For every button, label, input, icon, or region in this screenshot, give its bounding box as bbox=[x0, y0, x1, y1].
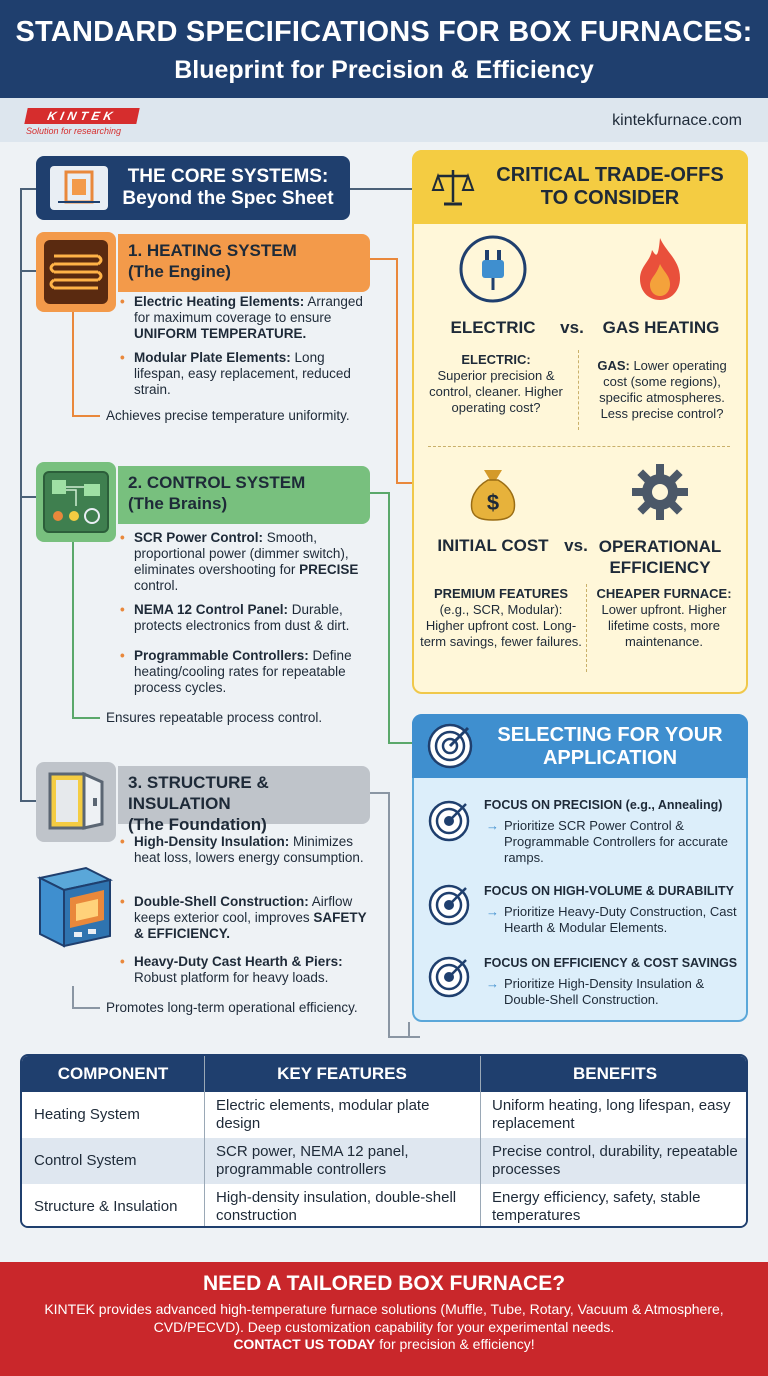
bullet-item bbox=[120, 648, 370, 696]
divider bbox=[428, 446, 730, 447]
target-icon bbox=[426, 722, 474, 770]
core-systems-title bbox=[36, 156, 350, 220]
footer-cta bbox=[0, 1262, 768, 1376]
structure-title: 3. STRUCTURE & INSULATION bbox=[128, 773, 269, 813]
bullet-bold: High-Density Insulation: bbox=[134, 834, 290, 849]
electric-text: Superior precision & control, cleaner. Higher operating cost? bbox=[429, 368, 563, 415]
control-system-title: 2. CONTROL SYSTEM bbox=[128, 473, 306, 492]
heating-system-subtitle: (The Engine) bbox=[128, 262, 231, 281]
gas-flame-icon bbox=[632, 234, 688, 304]
table-row bbox=[22, 1092, 748, 1138]
connector-line bbox=[72, 986, 74, 1008]
connector-line bbox=[388, 1036, 420, 1038]
bullet-item bbox=[120, 530, 370, 594]
connector-line bbox=[396, 482, 412, 484]
connector-line bbox=[72, 312, 74, 416]
bullet-text: Smooth, proportional power (dimmer switch), eliminates overshooting for bbox=[134, 530, 349, 577]
heating-system-title: 1. HEATING SYSTEM bbox=[128, 241, 297, 260]
bullet-text: Long lifespan, easy replacement, reduced strain. bbox=[134, 350, 351, 397]
footer-title: NEED A TAILORED BOX FURNACE? bbox=[202, 1272, 566, 1295]
bullet-text: Arranged for maximum coverage to ensure bbox=[134, 294, 363, 325]
gas-heating-label: GAS HEATING bbox=[602, 318, 720, 337]
selection-title: FOCUS ON PRECISION (e.g., Annealing) bbox=[484, 798, 723, 812]
vs-label: vs. bbox=[564, 536, 588, 555]
selection-description: → Prioritize Heavy-Duty Construction, Cast Hearth & Modular Elements. bbox=[484, 904, 740, 936]
contact-us-link[interactable]: CONTACT US TODAY bbox=[233, 1336, 376, 1352]
target-icon bbox=[428, 956, 470, 998]
operational-efficiency-label: OPERATIONAL EFFICIENCY bbox=[598, 537, 722, 577]
heating-element-icon bbox=[36, 232, 116, 312]
bullet-text: control. bbox=[134, 578, 179, 593]
connector-line bbox=[370, 492, 390, 494]
table-cell: Structure & Insulation bbox=[34, 1198, 178, 1215]
cheaper-furnace-description bbox=[590, 586, 738, 650]
bullet-item bbox=[120, 834, 370, 866]
bullet-bold: NEMA 12 Control Panel: bbox=[134, 602, 289, 617]
table-cell: Electric elements, modular plate design bbox=[216, 1097, 430, 1132]
structure-summary: Promotes long-term operational efficiency. bbox=[106, 1000, 358, 1015]
svg-text:$: $ bbox=[486, 490, 500, 515]
gas-head: GAS: bbox=[597, 358, 630, 373]
bullet-emphasis: SAFETY & EFFICIENCY. bbox=[134, 910, 367, 941]
bullet-bold: Heavy-Duty Cast Hearth & Piers: bbox=[134, 954, 343, 969]
connector-line bbox=[20, 270, 36, 272]
connector-line bbox=[20, 188, 36, 190]
table-header: COMPONENT bbox=[22, 1056, 204, 1092]
table-header: BENEFITS bbox=[480, 1056, 748, 1092]
bullet-item bbox=[120, 954, 370, 986]
cheaper-text: Lower upfront. Higher lifetime costs, more maintenance. bbox=[601, 602, 727, 649]
bullet-bold: Programmable Controllers: bbox=[134, 648, 309, 663]
electric-description bbox=[418, 352, 574, 416]
bullet-bold: Double-Shell Construction: bbox=[134, 894, 309, 909]
balance-scale-icon bbox=[430, 164, 476, 210]
premium-features-description bbox=[420, 586, 582, 650]
bullet-item bbox=[120, 894, 370, 942]
premium-text: (e.g., SCR, Modular): Higher upfront cost. Long-term savings, fewer failures. bbox=[420, 602, 582, 649]
gear-icon bbox=[630, 462, 690, 522]
table-cell: Uniform heating, long lifespan, easy replacement bbox=[492, 1097, 731, 1132]
table-cell: Precise control, durability, repeatable processes bbox=[492, 1143, 738, 1178]
website-link[interactable]: kintekfurnace.com bbox=[612, 112, 742, 129]
bullet-item bbox=[120, 602, 370, 634]
table-cell: Heating System bbox=[34, 1106, 140, 1123]
control-system-subtitle: (The Brains) bbox=[128, 494, 228, 513]
heating-system-header bbox=[118, 234, 370, 292]
structure-header bbox=[118, 766, 370, 834]
table-cell: High-density insulation, double-shell construction bbox=[216, 1189, 457, 1224]
circuit-board-icon bbox=[36, 462, 116, 542]
bullet-text: Robust platform for heavy loads. bbox=[134, 970, 329, 985]
box-furnace-icon bbox=[30, 858, 116, 954]
connector-line bbox=[388, 492, 390, 742]
money-bag-icon bbox=[466, 464, 520, 522]
heating-summary: Achieves precise temperature uniformity. bbox=[106, 408, 350, 423]
selection-title: FOCUS ON EFFICIENCY & COST SAVINGS bbox=[484, 956, 738, 970]
page-title: STANDARD SPECIFICATIONS FOR BOX FURNACES: bbox=[15, 16, 753, 48]
furnace-diagram-icon bbox=[50, 166, 108, 210]
selecting-title: SELECTING FOR YOUR APPLICATION bbox=[497, 724, 723, 769]
column-divider bbox=[480, 1056, 481, 1228]
cheaper-head: CHEAPER FURNACE: bbox=[596, 586, 732, 601]
connector-line bbox=[20, 800, 36, 802]
tradeoffs-header bbox=[412, 150, 748, 224]
selecting-header bbox=[412, 714, 748, 778]
summary-table bbox=[20, 1054, 748, 1228]
connector-line bbox=[20, 188, 22, 802]
bullet-bold: Modular Plate Elements: bbox=[134, 350, 291, 365]
selection-description: → Prioritize High-Density Insulation & Double-Shell Construction. bbox=[484, 976, 740, 1008]
connector-line bbox=[72, 1007, 100, 1009]
connector-line bbox=[396, 258, 398, 484]
selection-title: FOCUS ON HIGH-VOLUME & DURABILITY bbox=[484, 884, 734, 898]
table-cell: Energy efficiency, safety, stable temperatures bbox=[492, 1189, 701, 1224]
connector-line bbox=[72, 415, 100, 417]
bullet-item bbox=[120, 350, 370, 398]
insulated-door-icon bbox=[36, 762, 116, 842]
contact-cta[interactable] bbox=[0, 1336, 768, 1352]
connector-line bbox=[350, 188, 412, 190]
connector-line bbox=[408, 1022, 410, 1038]
bullet-bold: Electric Heating Elements: bbox=[134, 294, 305, 309]
column-divider bbox=[204, 1056, 205, 1228]
initial-cost-label: INITIAL COST bbox=[437, 536, 549, 555]
control-system-header bbox=[118, 466, 370, 524]
connector-line bbox=[20, 496, 36, 498]
bullet-text: Define heating/cooling rates for repeatable process cycles. bbox=[134, 648, 352, 695]
vs-label: vs. bbox=[560, 318, 584, 337]
target-icon bbox=[428, 800, 470, 842]
bullet-text: Minimizes heat loss, lowers energy consumption. bbox=[134, 834, 364, 865]
target-icon bbox=[428, 884, 470, 926]
bullet-emphasis: UNIFORM TEMPERATURE. bbox=[134, 326, 307, 341]
gas-text: Lower operating cost (some regions), specific atmospheres. Less precise control? bbox=[599, 358, 727, 421]
core-systems-title-text: THE CORE SYSTEMS: Beyond the Spec Sheet bbox=[122, 166, 334, 209]
table-cell: SCR power, NEMA 12 panel, programmable controllers bbox=[216, 1143, 409, 1178]
tradeoffs-title: CRITICAL TRADE-OFFS TO CONSIDER bbox=[496, 164, 724, 209]
header bbox=[0, 0, 768, 98]
structure-subtitle: (The Foundation) bbox=[128, 815, 267, 834]
table-cell: Control System bbox=[34, 1152, 137, 1169]
bullet-bold: SCR Power Control: bbox=[134, 530, 264, 545]
control-summary: Ensures repeatable process control. bbox=[106, 710, 323, 725]
gas-description bbox=[584, 358, 740, 422]
kintek-logo: KINTEK bbox=[24, 108, 139, 124]
connector-line bbox=[370, 258, 398, 260]
connector-line bbox=[388, 742, 412, 744]
bullet-emphasis: PRECISE bbox=[299, 562, 359, 577]
bullet-item bbox=[120, 294, 370, 342]
bullet-text: Durable, protects electronics from dust & dirt. bbox=[134, 602, 350, 633]
connector-line bbox=[72, 717, 100, 719]
table-row bbox=[22, 1138, 748, 1184]
connector-line bbox=[72, 542, 74, 718]
table-row bbox=[22, 1184, 748, 1228]
cta-text: for precision & efficiency! bbox=[375, 1336, 535, 1352]
bullet-text: Airflow keeps exterior cool, improves bbox=[134, 894, 353, 925]
divider bbox=[578, 350, 579, 430]
electric-head: ELECTRIC: bbox=[461, 352, 531, 367]
page-subtitle: Blueprint for Precision & Efficiency bbox=[174, 56, 594, 84]
logo-tagline: Solution for researching bbox=[26, 126, 122, 136]
electric-label: ELECTRIC bbox=[450, 318, 536, 337]
connector-line bbox=[370, 792, 390, 794]
premium-head: PREMIUM FEATURES bbox=[433, 586, 569, 601]
electric-plug-icon bbox=[458, 234, 528, 304]
table-header: KEY FEATURES bbox=[204, 1056, 480, 1092]
connector-line bbox=[388, 792, 390, 1038]
selection-description: → Prioritize SCR Power Control & Programmable Controllers for accurate ramps. bbox=[484, 818, 740, 866]
footer-text: KINTEK provides advanced high-temperature furnace solutions (Muffle, Tube, Rotary, Vacuum & Atmosphere, CVD/PECVD). Deep customization capability for your experimental needs. bbox=[44, 1301, 724, 1335]
divider bbox=[586, 584, 587, 672]
